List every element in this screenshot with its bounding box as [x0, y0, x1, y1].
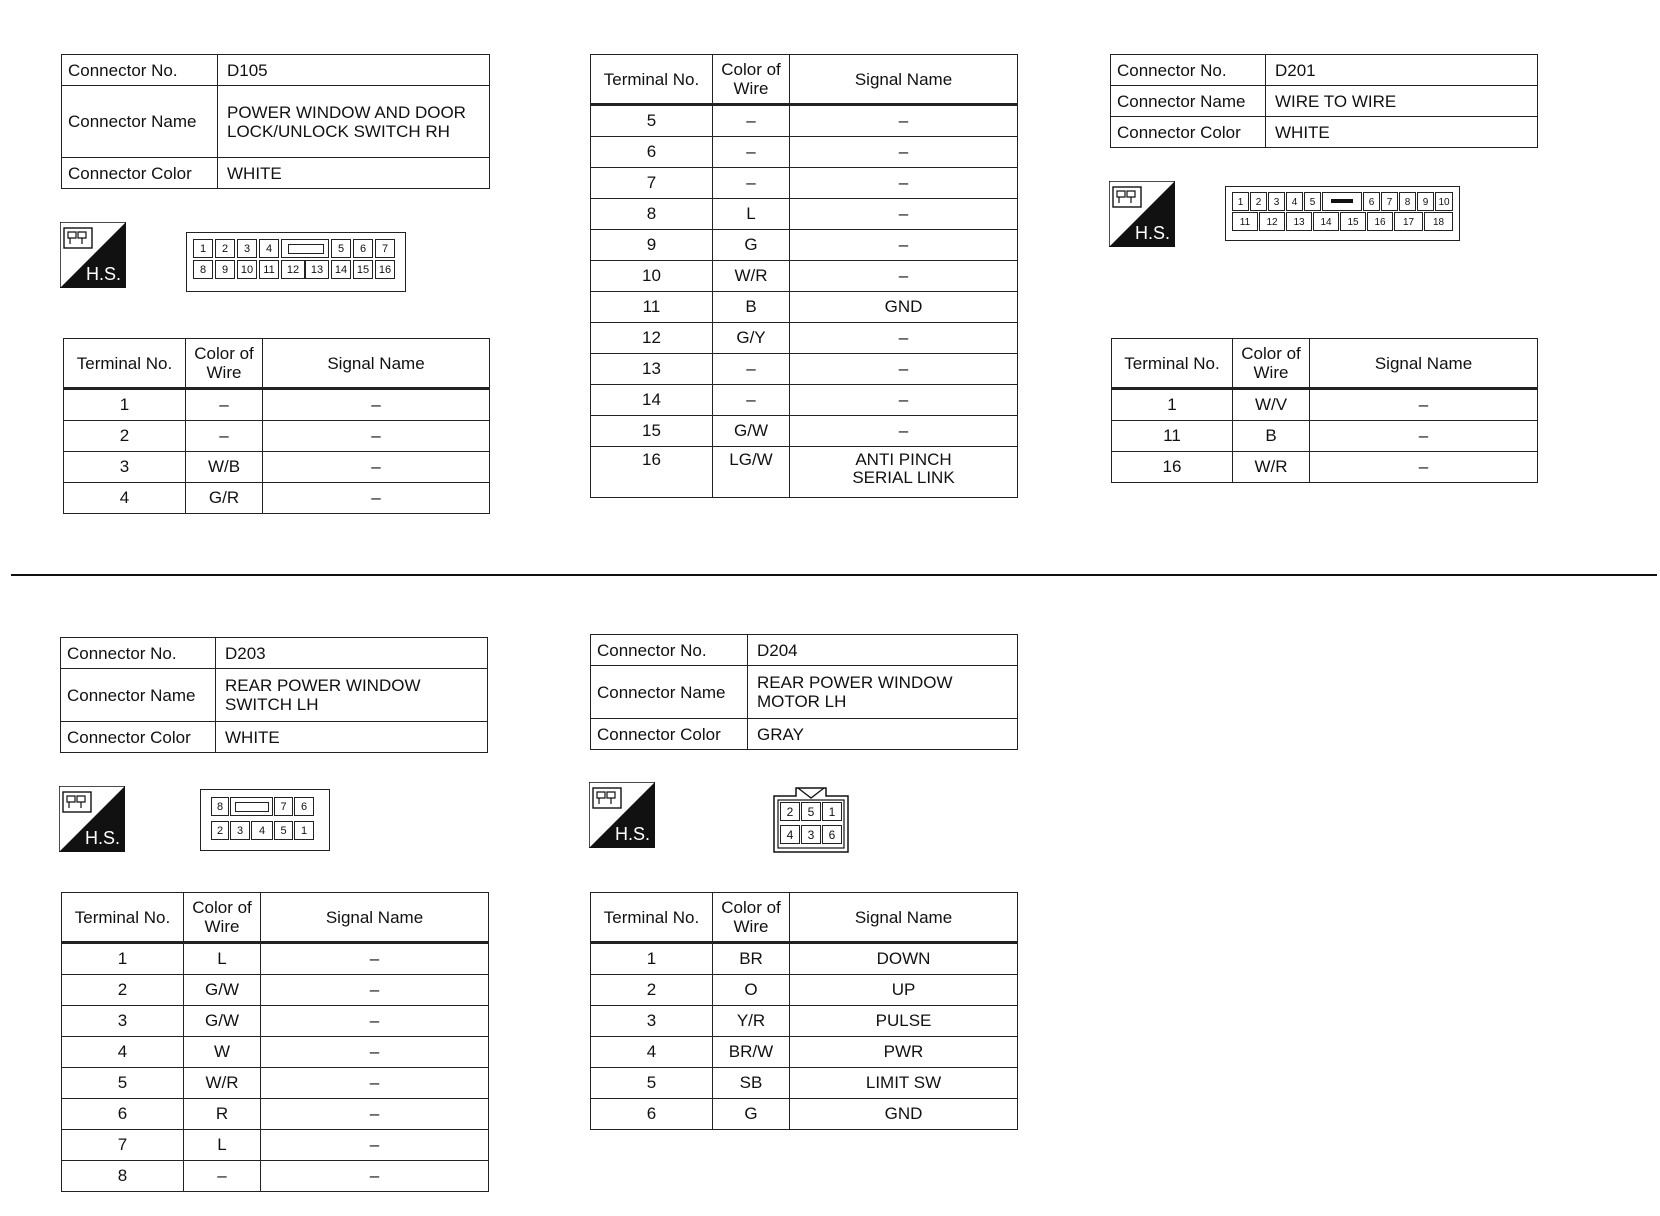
- pin: 9: [1417, 192, 1434, 211]
- pin: 8: [193, 260, 213, 279]
- signal-cell: DOWN: [790, 943, 1018, 975]
- table-row: [1112, 421, 1538, 452]
- section-divider: [11, 574, 1657, 576]
- pin: 3: [237, 239, 257, 258]
- color-of-wire-header: Color of Wire: [1233, 339, 1310, 389]
- hs-label: H.S.: [1135, 223, 1171, 243]
- wire-color-cell: SB: [713, 1068, 790, 1099]
- pin: 16: [1367, 212, 1393, 231]
- d204-connector-face: [768, 786, 854, 858]
- pin: 2: [780, 802, 800, 821]
- hs-badge: [1109, 181, 1175, 252]
- table-row: [591, 943, 1018, 975]
- signal-cell: –: [261, 1130, 489, 1161]
- table-row: [591, 168, 1018, 199]
- pin: 14: [1313, 212, 1339, 231]
- signal-cell: –: [261, 1161, 489, 1192]
- wire-color-cell: G/W: [713, 416, 790, 447]
- table-row: [64, 452, 490, 483]
- connector-name-label: Connector Name: [62, 86, 218, 158]
- table-row: [591, 323, 1018, 354]
- hs-label: H.S.: [85, 828, 121, 848]
- pin: 5: [274, 821, 293, 840]
- pin: 11: [1232, 212, 1258, 231]
- wire-color-cell: W: [184, 1037, 261, 1068]
- connector-name-value: REAR POWER WINDOW SWITCH LH: [216, 669, 488, 722]
- signal-cell: –: [790, 168, 1018, 199]
- table-row: [64, 483, 490, 514]
- signal-name-header: Signal Name: [790, 55, 1018, 105]
- pin: 1: [294, 821, 314, 840]
- terminal-cell: 16: [1112, 452, 1233, 483]
- pin: 3: [1268, 192, 1285, 211]
- connector-name-label: Connector Name: [591, 666, 748, 719]
- signal-cell: –: [790, 354, 1018, 385]
- terminal-no-header: Terminal No.: [64, 339, 186, 389]
- signal-cell: –: [261, 975, 489, 1006]
- d201-terminal-table: [1111, 338, 1538, 483]
- connector-name-value: WIRE TO WIRE: [1266, 86, 1538, 117]
- signal-name-header: Signal Name: [263, 339, 490, 389]
- terminal-no-header: Terminal No.: [591, 55, 713, 105]
- table-row: [591, 137, 1018, 168]
- terminal-cell: 12: [591, 323, 713, 354]
- signal-cell: –: [263, 389, 490, 421]
- signal-cell: –: [261, 1006, 489, 1037]
- pin-blank: [230, 797, 273, 816]
- connector-color-value: GRAY: [748, 719, 1018, 750]
- wire-color-cell: W/R: [1233, 452, 1310, 483]
- d105-connector-info: [61, 54, 490, 189]
- signal-cell: –: [1310, 389, 1538, 421]
- pin: 10: [1435, 192, 1453, 211]
- terminal-cell: 6: [591, 137, 713, 168]
- signal-cell: –: [263, 421, 490, 452]
- d105-connector-face: [186, 232, 406, 292]
- pin: 6: [822, 825, 842, 844]
- signal-cell: PULSE: [790, 1006, 1018, 1037]
- connector-no-label: Connector No.: [1111, 55, 1266, 86]
- wire-color-cell: R: [184, 1099, 261, 1130]
- wire-color-cell: G: [713, 230, 790, 261]
- terminal-cell: 5: [62, 1068, 184, 1099]
- table-row: [62, 1161, 489, 1192]
- signal-cell: –: [1310, 452, 1538, 483]
- signal-cell: –: [261, 1037, 489, 1068]
- connector-no-label: Connector No.: [591, 635, 748, 666]
- wire-color-cell: –: [713, 168, 790, 199]
- signal-cell: GND: [790, 1099, 1018, 1130]
- signal-cell: –: [790, 137, 1018, 168]
- connector-name-label: Connector Name: [61, 669, 216, 722]
- terminal-cell: 1: [62, 943, 184, 975]
- signal-cell: LIMIT SW: [790, 1068, 1018, 1099]
- signal-cell: –: [261, 943, 489, 975]
- terminal-no-header: Terminal No.: [1112, 339, 1233, 389]
- table-row: [591, 975, 1018, 1006]
- pin: 15: [1340, 212, 1366, 231]
- wire-color-cell: –: [184, 1161, 261, 1192]
- pin: 17: [1394, 212, 1423, 231]
- color-of-wire-header: Color of Wire: [186, 339, 263, 389]
- connector-no-value: D204: [748, 635, 1018, 666]
- connector-no-label: Connector No.: [61, 638, 216, 669]
- table-row: [591, 416, 1018, 447]
- d203-terminal-table: [61, 892, 489, 1192]
- wire-color-cell: G: [713, 1099, 790, 1130]
- connector-no-value: D105: [218, 55, 490, 86]
- terminal-cell: 4: [591, 1037, 713, 1068]
- table-row: [1112, 389, 1538, 421]
- pin: 4: [780, 825, 800, 844]
- pin: 6: [294, 797, 314, 816]
- pin: 2: [211, 821, 229, 840]
- terminal-no-header: Terminal No.: [62, 893, 184, 943]
- connector-housing-icon: [768, 786, 854, 858]
- d105-terminal-table-b: [590, 54, 1018, 498]
- wire-color-cell: L: [713, 199, 790, 230]
- signal-cell: –: [790, 230, 1018, 261]
- terminal-cell: 5: [591, 1068, 713, 1099]
- terminal-cell: 7: [62, 1130, 184, 1161]
- pin: 2: [215, 239, 235, 258]
- connector-no-value: D203: [216, 638, 488, 669]
- d203-connector-info: [60, 637, 488, 753]
- terminal-cell: 2: [591, 975, 713, 1006]
- color-of-wire-header: Color of Wire: [713, 55, 790, 105]
- terminal-cell: 14: [591, 385, 713, 416]
- table-row: [591, 1068, 1018, 1099]
- table-row: [62, 975, 489, 1006]
- signal-cell: –: [790, 385, 1018, 416]
- pin: 7: [1381, 192, 1398, 211]
- terminal-no-header: Terminal No.: [591, 893, 713, 943]
- connector-color-label: Connector Color: [62, 158, 218, 189]
- wire-color-cell: B: [713, 292, 790, 323]
- table-row: [62, 1006, 489, 1037]
- connector-color-label: Connector Color: [1111, 117, 1266, 148]
- signal-cell: –: [1310, 421, 1538, 452]
- pin: 12: [1259, 212, 1285, 231]
- signal-cell: –: [263, 452, 490, 483]
- color-of-wire-header: Color of Wire: [184, 893, 261, 943]
- table-row: [591, 1006, 1018, 1037]
- terminal-cell: 1: [64, 389, 186, 421]
- pin: 1: [822, 802, 842, 821]
- table-row: [591, 385, 1018, 416]
- table-row: [591, 199, 1018, 230]
- signal-cell: –: [790, 416, 1018, 447]
- table-row: [64, 421, 490, 452]
- pin: 13: [305, 260, 329, 279]
- connector-color-value: WHITE: [216, 722, 488, 753]
- pin: 1: [1232, 192, 1249, 211]
- table-row: [591, 292, 1018, 323]
- signal-name-header: Signal Name: [790, 893, 1018, 943]
- d201-connector-face: [1225, 186, 1460, 241]
- connector-color-value: WHITE: [1266, 117, 1538, 148]
- d204-connector-info: [590, 634, 1018, 750]
- pin: 11: [259, 260, 279, 279]
- table-row: [62, 1068, 489, 1099]
- terminal-cell: 1: [591, 943, 713, 975]
- wire-color-cell: Y/R: [713, 1006, 790, 1037]
- d105-terminal-table-a: [63, 338, 490, 514]
- signal-cell: –: [263, 483, 490, 514]
- pin: 9: [215, 260, 235, 279]
- hs-badge: [60, 222, 126, 293]
- wire-color-cell: W/R: [713, 261, 790, 292]
- wire-color-cell: G/W: [184, 975, 261, 1006]
- connector-color-label: Connector Color: [61, 722, 216, 753]
- pin: 7: [375, 239, 395, 258]
- signal-cell: UP: [790, 975, 1018, 1006]
- connector-name-value: POWER WINDOW AND DOOR LOCK/UNLOCK SWITCH RH: [218, 86, 490, 158]
- pin: 4: [251, 821, 273, 840]
- terminal-cell: 6: [62, 1099, 184, 1130]
- wire-color-cell: L: [184, 943, 261, 975]
- pin: 6: [353, 239, 373, 258]
- pin: 4: [259, 239, 279, 258]
- terminal-cell: 1: [1112, 389, 1233, 421]
- hs-label: H.S.: [615, 824, 651, 844]
- connector-color-value: WHITE: [218, 158, 490, 189]
- terminal-cell: 11: [1112, 421, 1233, 452]
- signal-cell: –: [261, 1068, 489, 1099]
- pin-blank: [281, 239, 329, 258]
- pin: 3: [230, 821, 250, 840]
- signal-name-header: Signal Name: [261, 893, 489, 943]
- wire-color-cell: –: [713, 137, 790, 168]
- terminal-cell: 7: [591, 168, 713, 199]
- connector-name-label: Connector Name: [1111, 86, 1266, 117]
- pin: 3: [801, 825, 821, 844]
- signal-cell: GND: [790, 292, 1018, 323]
- terminal-cell: 3: [64, 452, 186, 483]
- pin: 14: [331, 260, 351, 279]
- pin: 8: [1399, 192, 1416, 211]
- signal-cell: –: [790, 261, 1018, 292]
- pin: 13: [1286, 212, 1312, 231]
- table-row: [591, 1037, 1018, 1068]
- wire-color-cell: L: [184, 1130, 261, 1161]
- table-row: [62, 1037, 489, 1068]
- hs-label: H.S.: [86, 264, 122, 284]
- table-row: [591, 105, 1018, 137]
- pin: 18: [1424, 212, 1453, 231]
- table-row: [64, 389, 490, 421]
- wire-color-cell: B: [1233, 421, 1310, 452]
- signal-cell: ANTI PINCH SERIAL LINK: [790, 447, 1018, 498]
- terminal-cell: 11: [591, 292, 713, 323]
- wire-color-cell: –: [713, 385, 790, 416]
- pin: 1: [193, 239, 213, 258]
- wire-color-cell: BR: [713, 943, 790, 975]
- pin: 6: [1363, 192, 1380, 211]
- pin: 7: [274, 797, 293, 816]
- table-row: [591, 230, 1018, 261]
- wire-color-cell: W/B: [186, 452, 263, 483]
- terminal-cell: 13: [591, 354, 713, 385]
- signal-name-header: Signal Name: [1310, 339, 1538, 389]
- wire-color-cell: W/R: [184, 1068, 261, 1099]
- terminal-cell: 4: [64, 483, 186, 514]
- wire-color-cell: BR/W: [713, 1037, 790, 1068]
- wire-color-cell: –: [186, 421, 263, 452]
- table-row: [591, 261, 1018, 292]
- pin: 2: [1250, 192, 1267, 211]
- wire-color-cell: G/R: [186, 483, 263, 514]
- color-of-wire-header: Color of Wire: [713, 893, 790, 943]
- connector-color-label: Connector Color: [591, 719, 748, 750]
- table-row: [591, 354, 1018, 385]
- signal-cell: –: [261, 1099, 489, 1130]
- connector-name-value: REAR POWER WINDOW MOTOR LH: [748, 666, 1018, 719]
- wire-color-cell: O: [713, 975, 790, 1006]
- d203-connector-face: [200, 789, 330, 851]
- terminal-cell: 15: [591, 416, 713, 447]
- wire-color-cell: W/V: [1233, 389, 1310, 421]
- terminal-cell: 6: [591, 1099, 713, 1130]
- terminal-cell: 5: [591, 105, 713, 137]
- signal-cell: PWR: [790, 1037, 1018, 1068]
- hs-badge: [589, 782, 655, 853]
- terminal-cell: 16: [591, 447, 713, 498]
- table-row: [591, 1099, 1018, 1130]
- signal-cell: –: [790, 323, 1018, 354]
- d204-terminal-table: [590, 892, 1018, 1130]
- pin: 15: [353, 260, 373, 279]
- wire-color-cell: G/Y: [713, 323, 790, 354]
- wire-color-cell: –: [186, 389, 263, 421]
- wire-color-cell: –: [713, 354, 790, 385]
- connector-no-value: D201: [1266, 55, 1538, 86]
- signal-cell: –: [790, 199, 1018, 230]
- table-row: [1112, 452, 1538, 483]
- d201-connector-info: [1110, 54, 1538, 148]
- terminal-cell: 9: [591, 230, 713, 261]
- wire-color-cell: –: [713, 105, 790, 137]
- pin: 5: [1304, 192, 1321, 211]
- wire-color-cell: G/W: [184, 1006, 261, 1037]
- signal-cell: –: [790, 105, 1018, 137]
- terminal-cell: 4: [62, 1037, 184, 1068]
- pin: 16: [375, 260, 395, 279]
- table-row: [62, 1099, 489, 1130]
- hs-badge: [59, 786, 125, 857]
- table-row: [591, 447, 1018, 498]
- connector-no-label: Connector No.: [62, 55, 218, 86]
- table-row: [62, 943, 489, 975]
- pin: 5: [331, 239, 351, 258]
- terminal-cell: 3: [62, 1006, 184, 1037]
- terminal-cell: 8: [62, 1161, 184, 1192]
- pin: 12: [281, 260, 305, 279]
- pin: 5: [801, 802, 821, 821]
- terminal-cell: 8: [591, 199, 713, 230]
- terminal-cell: 10: [591, 261, 713, 292]
- table-row: [62, 1130, 489, 1161]
- pin-blank: [1322, 192, 1362, 211]
- pin: 4: [1286, 192, 1303, 211]
- pin: 8: [211, 797, 229, 816]
- terminal-cell: 3: [591, 1006, 713, 1037]
- wire-color-cell: LG/W: [713, 447, 790, 498]
- pin: 10: [237, 260, 257, 279]
- terminal-cell: 2: [62, 975, 184, 1006]
- terminal-cell: 2: [64, 421, 186, 452]
